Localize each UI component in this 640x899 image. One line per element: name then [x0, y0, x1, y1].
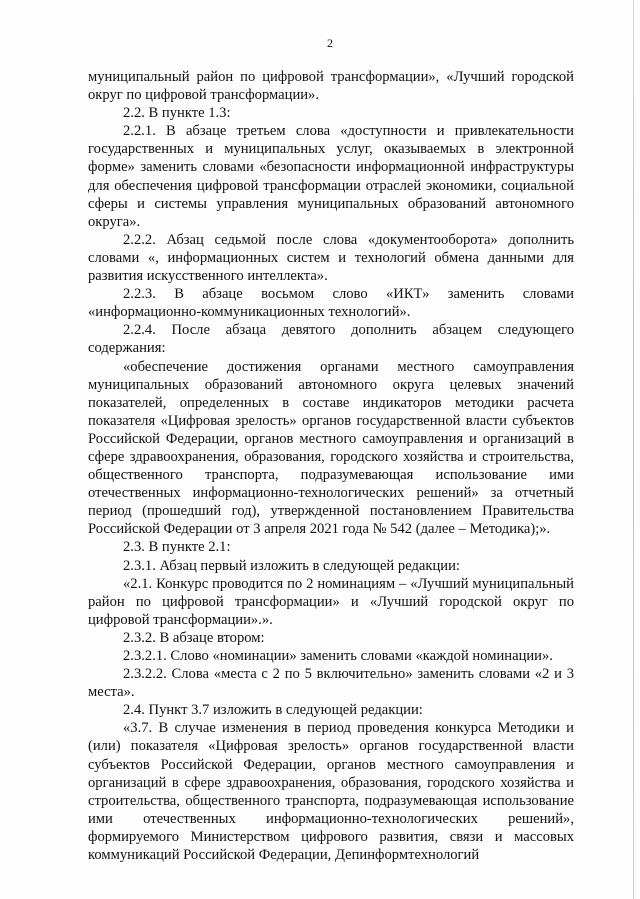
- page-edge-line: [633, 0, 634, 899]
- paragraph: 2.3.1. Абзац первый изложить в следующей редакции:: [123, 557, 460, 574]
- paragraph: «обеспечение достижения органами местного самоуправления муниципальных образований автономного округа целевых значений показателей, определенных в составе индикаторов методики расчета показателя «Цифровая зрелость» органов государственной власти субъектов Российской Федерации, органов местного самоуправления и организаций в сфере здравоохранения, образования, городского хозяйства и строительства, общественного транспорта, подразумевающая использование ими отечественных информационно-технологических решений» за отчетный период (прошедший год), утвержденной постановлением Правительства Российской Федерации от 3 апреля 2021 года № 542 (далее – Методика);».: [88, 358, 574, 538]
- paragraph: 2.2.4. После абзаца девятого дополнить абзацем следующего содержания:: [88, 322, 574, 357]
- paragraph: муниципальный район по цифровой трансформации», «Лучший городской округ по цифровой трансформации».: [88, 69, 574, 104]
- document-body: [88, 68, 574, 864]
- paragraph: «3.7. В случае изменения в период проведения конкурса Методики и (или) показателя «Цифровая зрелость» органов государственной власти субъектов Российской Федерации, органов местного самоуправления и организаций в сфере здравоохранения, образования, городского хозяйства и строительства, общественного транспорта, подразумевающая использование ими отечественных информационно-технологических решений», формируемого Министерством цифрового развития, связи и массовых коммуникаций Российской Федерации, Депинформтехнологий: [88, 720, 574, 864]
- paragraph: 2.3. В пункте 2.1:: [123, 539, 231, 556]
- paragraph: 2.2. В пункте 1.3:: [123, 105, 231, 122]
- paragraph: 2.2.1. В абзаце третьем слова «доступности и привлекательности государственных и муниципальных услуг, оказываемых в электронной форме» заменить словами «безопасности информационной инфраструктуры для обеспечения цифровой трансформации отраслей экономики, социальной сферы и системы управления муниципальных образований автономного округа».: [88, 123, 574, 230]
- paragraph: «2.1. Конкурс проводится по 2 номинациям – «Лучший муниципальный район по цифровой трансформации» и «Лучший городской округ по цифровой трансформации».».: [88, 575, 574, 628]
- page-number: 2: [327, 36, 333, 50]
- paragraph: 2.3.2. В абзаце втором:: [123, 629, 265, 646]
- paragraph: 2.3.2.1. Слово «номинации» заменить словами «каждой номинации».: [123, 648, 553, 664]
- paragraph: 2.2.3. В абзаце восьмом слово «ИКТ» заменить словами «информационно-коммуникационных технологий».: [88, 286, 574, 321]
- paragraph: 2.4. Пункт 3.7 изложить в следующей редакции:: [123, 702, 423, 719]
- paragraph: 2.2.2. Абзац седьмой после слова «документооборота» дополнить словами «, информационных систем и технологий обмена данными для развития искусственного интеллекта».: [88, 231, 574, 285]
- paragraph: 2.3.2.2. Слова «места с 2 по 5 включительно» заменить словами «2 и 3 места».: [88, 666, 574, 701]
